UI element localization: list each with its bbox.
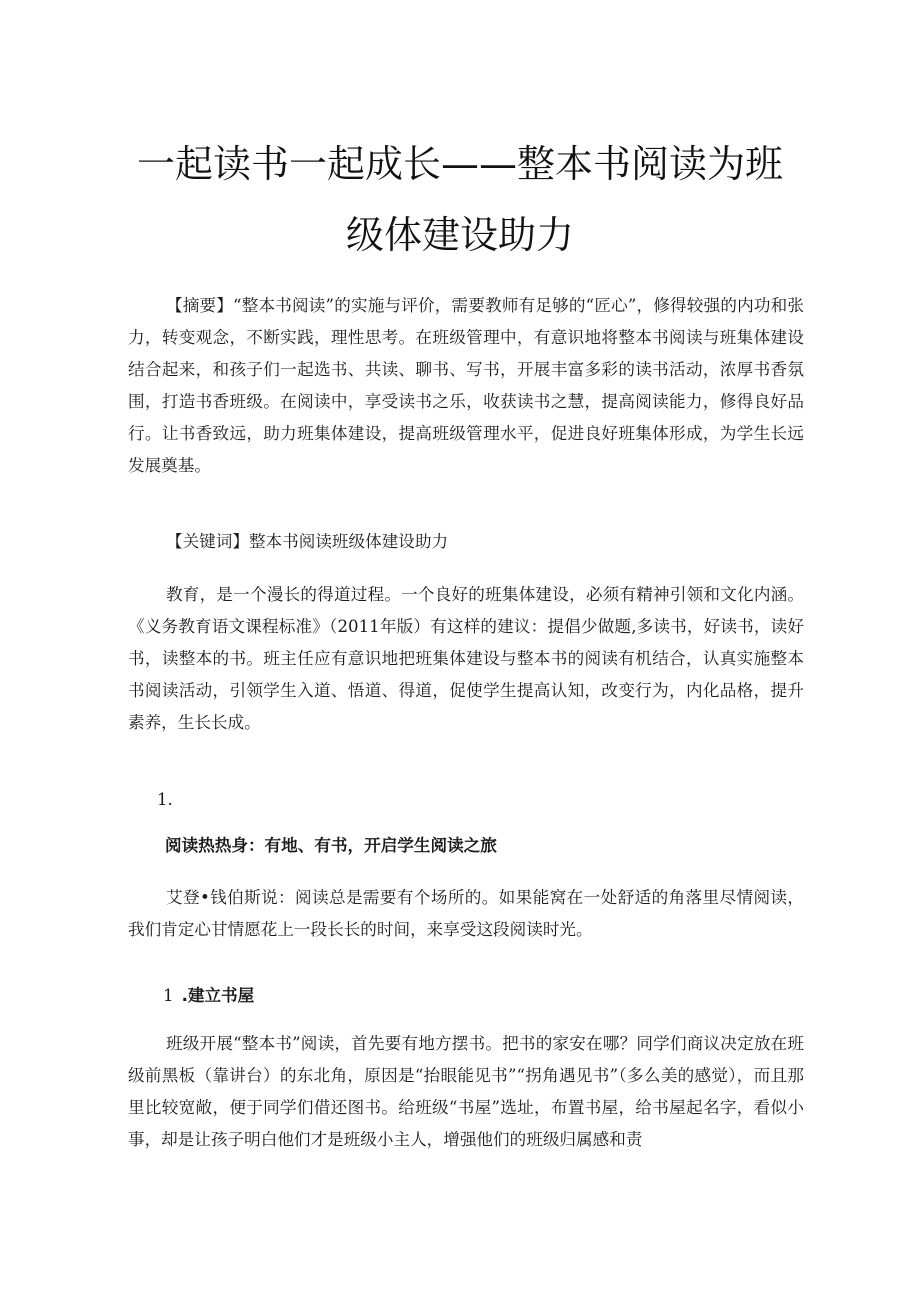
document-title-line-1: 一起读书一起成长——整本书阅读为班 xyxy=(136,142,783,186)
section-number: 1. xyxy=(157,790,173,809)
document-title-line-2: 级体建设助力 xyxy=(345,213,574,257)
section-heading: 阅读热热身：有地、有书，开启学生阅读之旅 xyxy=(165,836,497,855)
subsection-title: .建立书屋 xyxy=(181,986,255,1005)
subsection-heading xyxy=(163,982,254,1010)
intro-paragraph: 教育，是一个漫长的得道过程。一个良好的班集体建设，必须有精神引领和文化内涵。《义务教育语文课程标准》（2011年版）有这样的建议：提倡少做题,多读书，好读书，读好书，读整本的书。班主任应有意识地把班集体建设与整本书的阅读有机结合，认真实施整本书阅读活动，引领学生入道、悟道、得道，促使学生提高认知，改变行为，内化品格，提升素养，生长长成。 xyxy=(128,585,804,732)
subsection-number: 1 xyxy=(163,986,174,1005)
body-paragraph: 班级开展“整本书”阅读，首先要有地方摆书。把书的家安在哪？同学们商议决定放在班级前黑板（靠讲台）的东北角，原因是“抬眼能见书”“拐角遇见书”（多么美的感觉），而且那里比较宽敞，便于同学们借还图书。给班级“书屋”选址，布置书屋，给书屋起名字，看似小事，却是让孩子明白他们才是班级小主人，增强他们的班级归属感和责 xyxy=(128,1034,804,1149)
keywords-paragraph: 【关键词】整本书阅读班级体建设助力 xyxy=(166,532,449,551)
abstract-paragraph: 【摘要】“整本书阅读”的实施与评价，需要教师有足够的“匠心”，修得较强的内功和张力，转变观念，不断实践，理性思考。在班级管理中，有意识地将整本书阅读与班集体建设结合起来，和孩子们一起选书、共读、聊书、写书，开展丰富多彩的读书活动，浓厚书香氛围，打造书香班级。在阅读中，享受读书之乐，收获读书之慧，提高阅读能力，修得良好品行。让书香致远，助力班集体建设，提高班级管理水平，促进良好班集体形成，为学生长远发展奠基。 xyxy=(128,296,804,475)
quote-paragraph: 艾登•钱伯斯说：阅读总是需要有个场所的。如果能窝在一处舒适的角落里尽情阅读，我们肯定心甘情愿花上一段长长的时间，来享受这段阅读时光。 xyxy=(128,888,804,939)
